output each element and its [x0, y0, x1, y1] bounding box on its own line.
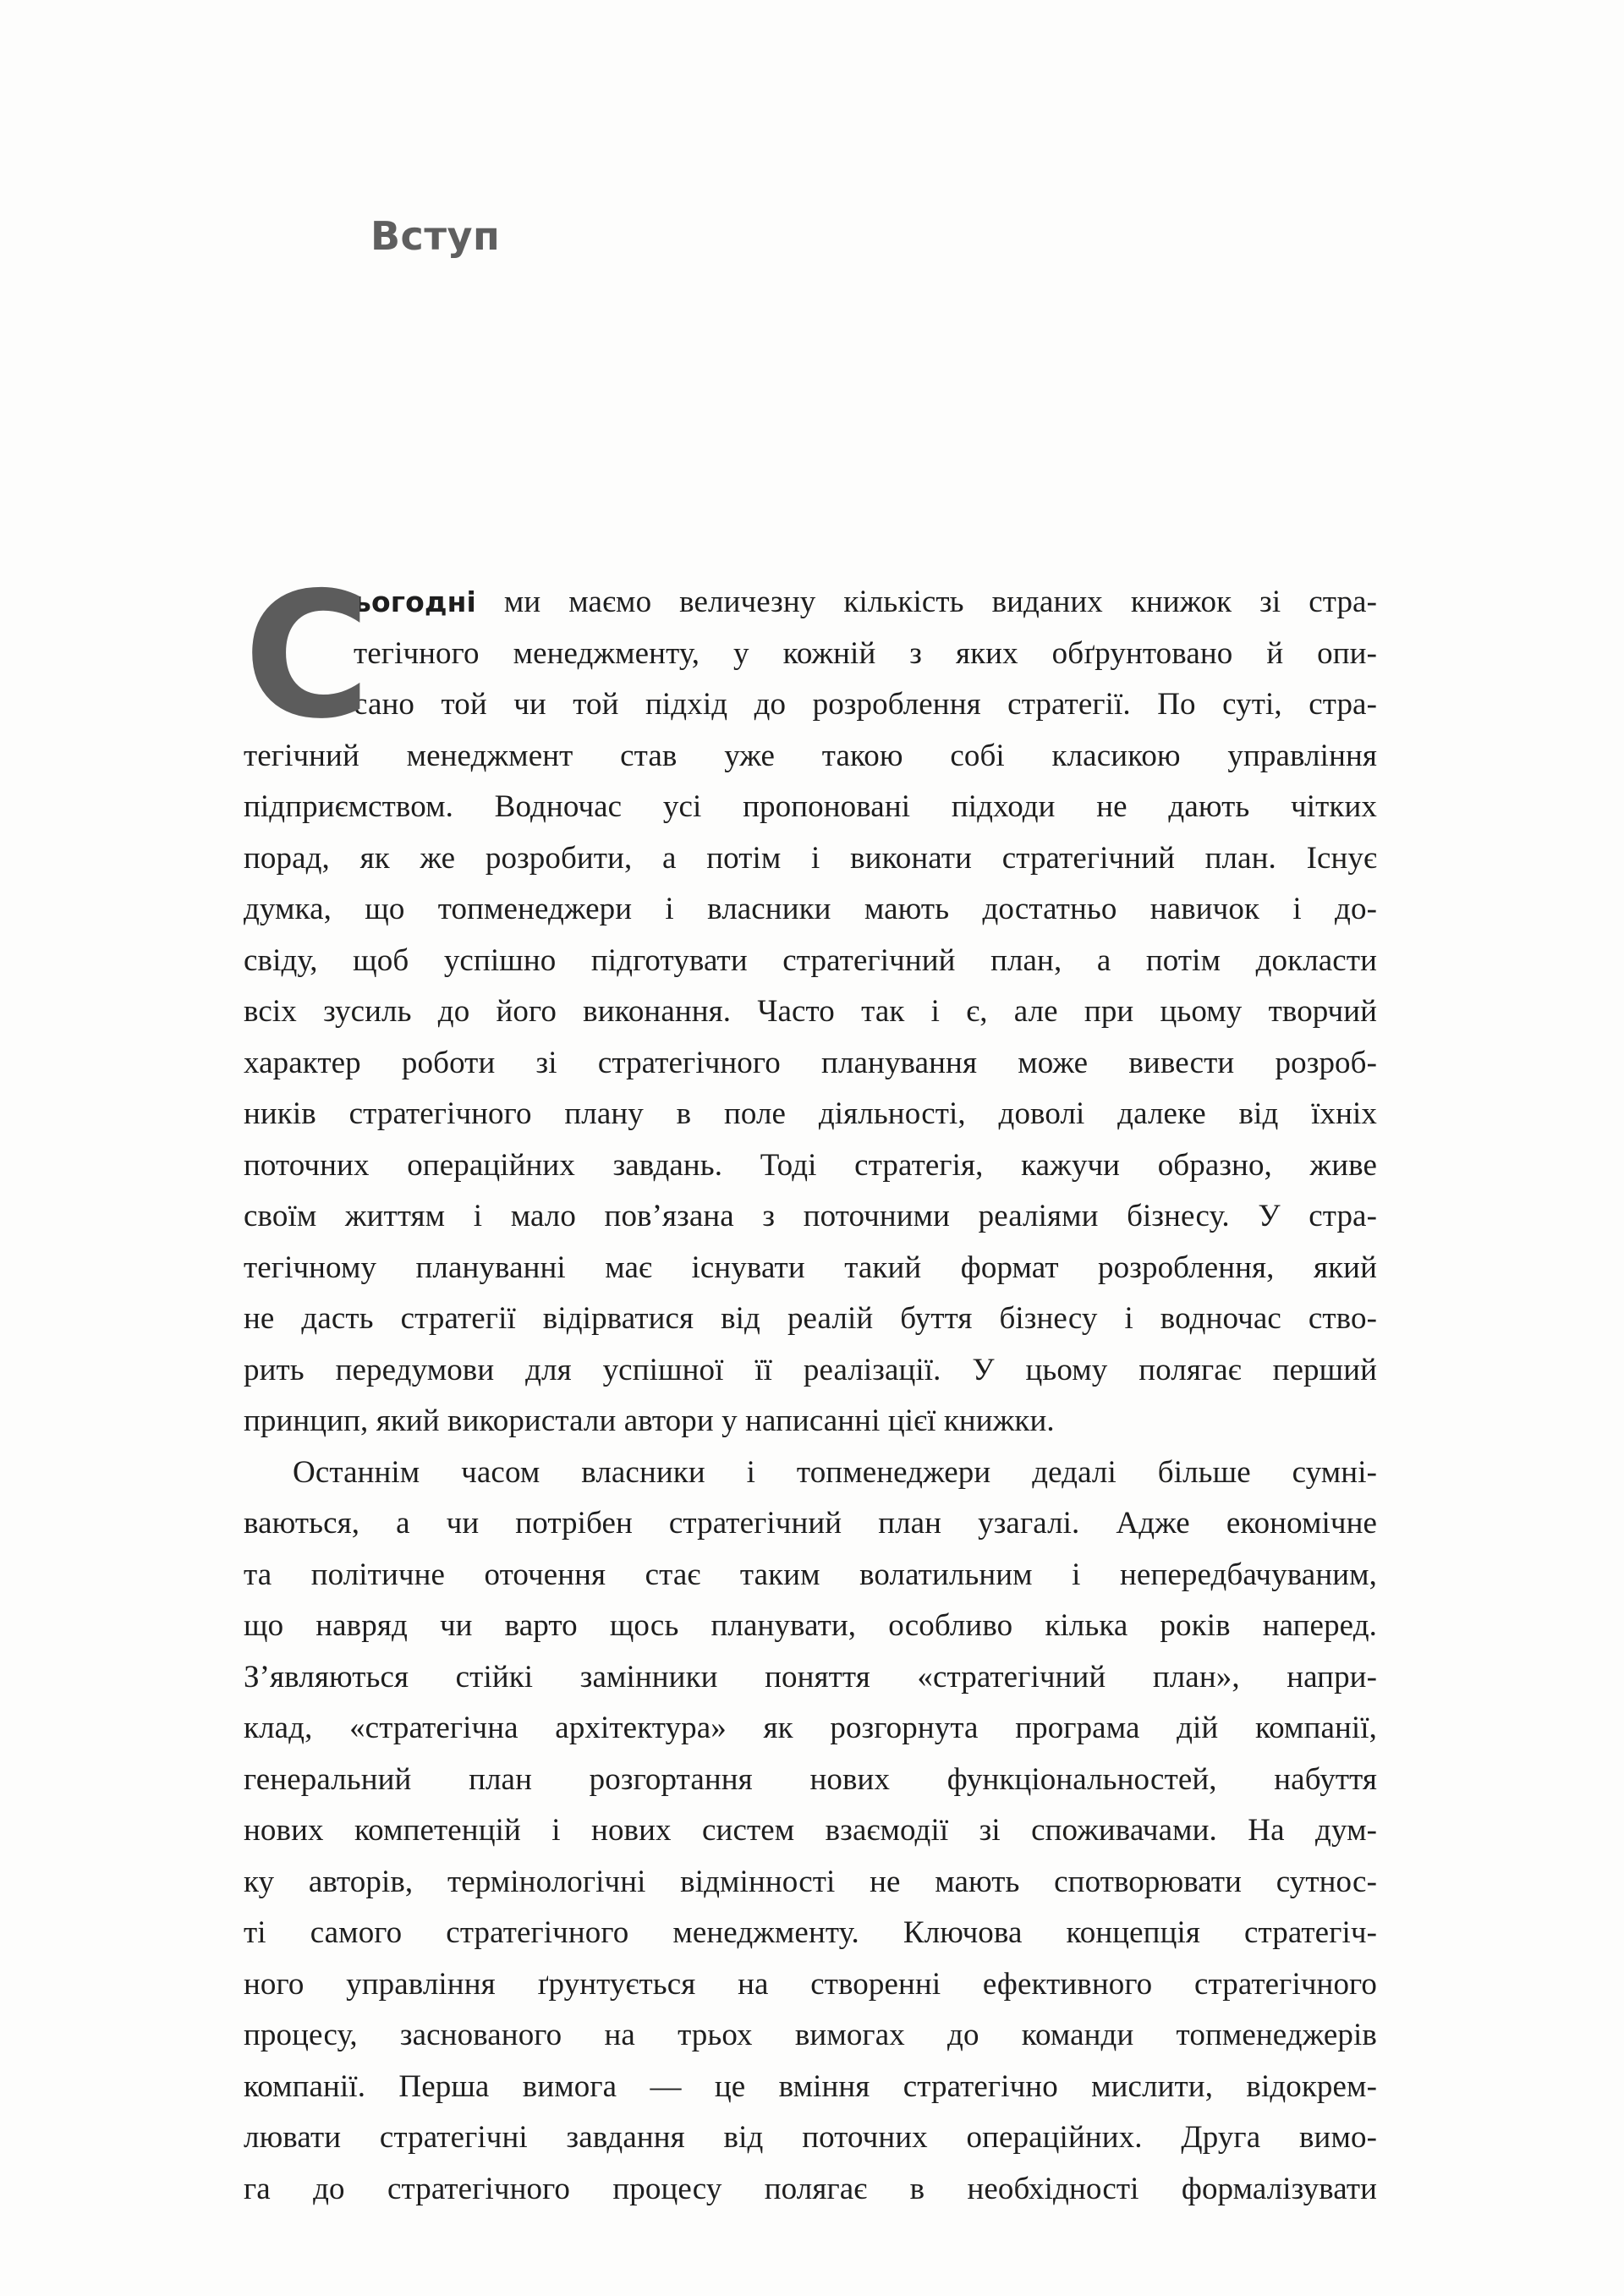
text-line: ку авторів, термінологічні відмінності не мають спотворювати сутнос-: [244, 1864, 1377, 1899]
text-line: лювати стратегічні завдання від поточних операційних. Друга вимо-: [244, 2120, 1377, 2155]
text-line: та політичне оточення стає таким волатильним і непередбачуваним,: [244, 1557, 1377, 1592]
drop-cap-letter: С: [244, 556, 371, 757]
text-line: думка, що топменеджери і власники мають достатньо навичок і до-: [244, 892, 1377, 926]
text-line: нових компетенцій і нових систем взаємодії зі споживачами. На дум-: [244, 1813, 1377, 1848]
text-line: З’являються стійкі замінники поняття «стратегічний план», напри-: [244, 1659, 1377, 1695]
text-line: ного управління ґрунтується на створенні ефективного стратегічного: [244, 1966, 1377, 2002]
text-line: своїм життям і мало пов’язана з поточними реаліями бізнесу. У стра-: [244, 1199, 1377, 1233]
text-line: поточних операційних завдань. Тоді стратегія, кажучи образно, живе: [244, 1147, 1377, 1183]
text-line: тегічному плануванні має існувати такий формат розроблення, який: [244, 1250, 1377, 1285]
text-line: Останнім часом власники і топменеджери дедалі більше сумні-: [293, 1454, 1377, 1490]
text-line: сано той чи той підхід до розроблення стратегії. По суті, стра-: [354, 687, 1377, 722]
text-line: ті самого стратегічного менеджменту. Ключова концепція стратегіч-: [244, 1915, 1377, 1950]
body-text: [244, 556, 1377, 2215]
text-line: га до стратегічного процесу полягає в необхідності формалізувати: [244, 2171, 1377, 2206]
text-line: тегічний менеджмент став уже такою собі класикою управління: [244, 738, 1377, 773]
text-line: всіх зусиль до його виконання. Часто так і є, але при цьому творчий: [244, 994, 1377, 1029]
text-line: що навряд чи варто щось планувати, особливо кілька років наперед.: [244, 1608, 1377, 1643]
text-line: підприємством. Водночас усі пропоновані підходи не дають чітких: [244, 789, 1377, 824]
text-line: генеральний план розгортання нових функціональностей, набуття: [244, 1761, 1377, 1797]
text-line: ьогодні ми маємо величезну кількість виданих книжок зі стра-: [354, 585, 1377, 619]
text-line: принцип, який використали автори у написанні цієї книжки.: [244, 1403, 1055, 1438]
paragraph-1: [244, 577, 1377, 1447]
text-line: компанії. Перша вимога — це вміння стратегічно мислити, відокрем-: [244, 2068, 1377, 2104]
chapter-title: Вступ: [370, 213, 501, 259]
text-line: характер роботи зі стратегічного планування може вивести розроб-: [244, 1045, 1377, 1080]
text-line: тегічного менеджменту, у кожній з яких обґрунтовано й опи-: [354, 635, 1377, 671]
text-line: рить передумови для успішної її реалізації. У цьому полягає перший: [244, 1352, 1377, 1387]
text-line: ваються, а чи потрібен стратегічний план узагалі. Адже економічне: [244, 1506, 1377, 1541]
text-line: ників стратегічного плану в поле діяльності, доволі далеке від їхніх: [244, 1096, 1377, 1131]
text-line: процесу, заснованого на трьох вимогах до команди топменеджерів: [244, 2018, 1377, 2052]
text-line: не дасть стратегії відірватися від реалій буття бізнесу і водночас ство-: [244, 1301, 1377, 1336]
lead-word: ьогодні: [354, 585, 476, 618]
text-line: порад, як же розробити, а потім і виконати стратегічний план. Існує: [244, 840, 1377, 876]
text-line: свіду, щоб успішно підготувати стратегічний план, а потім докласти: [244, 942, 1377, 978]
text-line: клад, «стратегічна архітектура» як розгорнута програма дій компанії,: [244, 1711, 1377, 1745]
paragraph-2: [244, 1447, 1377, 2216]
